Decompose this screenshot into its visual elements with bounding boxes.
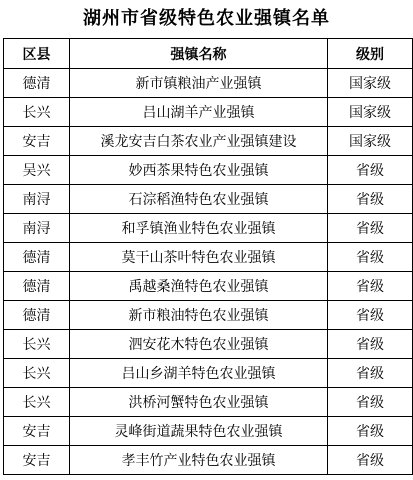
table-row [4, 446, 413, 475]
cell-district: 长兴 [4, 359, 70, 388]
cell-level: 省级 [328, 214, 413, 243]
table-row [4, 69, 413, 98]
cell-district: 安吉 [4, 446, 70, 475]
cell-level: 省级 [328, 388, 413, 417]
table-row [4, 301, 413, 330]
cell-town-name: 妙西茶果特色农业强镇 [70, 156, 328, 185]
table-row [4, 330, 413, 359]
cell-town-name: 和孚镇渔业特色农业强镇 [70, 214, 328, 243]
cell-town-name: 新市粮油特色农业强镇 [70, 301, 328, 330]
town-list-table [3, 38, 413, 475]
cell-level: 省级 [328, 156, 413, 185]
cell-district: 德清 [4, 301, 70, 330]
table-row [4, 243, 413, 272]
cell-town-name: 溪龙安吉白茶农业产业强镇建设 [70, 127, 328, 156]
cell-district: 长兴 [4, 388, 70, 417]
cell-level: 省级 [328, 446, 413, 475]
cell-town-name: 莫干山茶叶特色农业强镇 [70, 243, 328, 272]
table-header-row [4, 39, 413, 69]
cell-town-name: 禹越桑渔特色农业强镇 [70, 272, 328, 301]
header-district: 区县 [4, 39, 70, 69]
cell-district: 长兴 [4, 330, 70, 359]
table-row [4, 417, 413, 446]
cell-level: 国家级 [328, 69, 413, 98]
cell-town-name: 孝丰竹产业特色农业强镇 [70, 446, 328, 475]
table-row [4, 156, 413, 185]
table-body [4, 69, 413, 475]
cell-level: 省级 [328, 243, 413, 272]
cell-district: 德清 [4, 69, 70, 98]
cell-town-name: 吕山湖羊产业强镇 [70, 98, 328, 127]
header-level: 级别 [328, 39, 413, 69]
document-title: 湖州市省级特色农业强镇名单 [83, 8, 330, 29]
cell-district: 安吉 [4, 127, 70, 156]
cell-town-name: 新市镇粮油产业强镇 [70, 69, 328, 98]
cell-district: 长兴 [4, 98, 70, 127]
cell-district: 南浔 [4, 185, 70, 214]
cell-level: 省级 [328, 330, 413, 359]
cell-district: 德清 [4, 243, 70, 272]
table-row [4, 359, 413, 388]
cell-town-name: 洪桥河蟹特色农业强镇 [70, 388, 328, 417]
cell-level: 省级 [328, 272, 413, 301]
cell-level: 省级 [328, 417, 413, 446]
header-town-name: 强镇名称 [70, 39, 328, 69]
cell-level: 省级 [328, 359, 413, 388]
cell-district: 吴兴 [4, 156, 70, 185]
table-row [4, 127, 413, 156]
table-row [4, 388, 413, 417]
cell-town-name: 吕山乡湖羊特色农业强镇 [70, 359, 328, 388]
cell-town-name: 灵峰街道蔬果特色农业强镇 [70, 417, 328, 446]
table-row [4, 185, 413, 214]
cell-level: 省级 [328, 185, 413, 214]
table-row [4, 272, 413, 301]
cell-level: 国家级 [328, 127, 413, 156]
table-row [4, 214, 413, 243]
cell-level: 国家级 [328, 98, 413, 127]
cell-town-name: 石淙稻渔特色农业强镇 [70, 185, 328, 214]
cell-town-name: 泗安花木特色农业强镇 [70, 330, 328, 359]
cell-district: 德清 [4, 272, 70, 301]
cell-level: 省级 [328, 301, 413, 330]
cell-district: 安吉 [4, 417, 70, 446]
table-row [4, 98, 413, 127]
cell-district: 南浔 [4, 214, 70, 243]
